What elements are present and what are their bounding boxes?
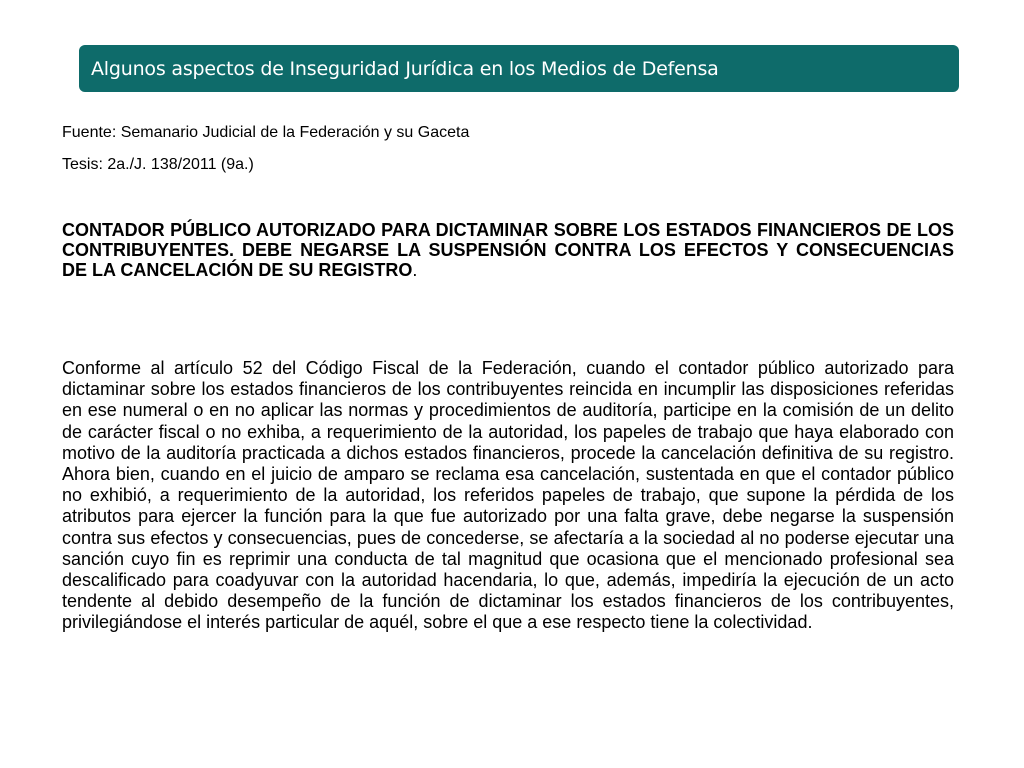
title-bar xyxy=(79,45,959,92)
thesis-body: Conforme al artículo 52 del Código Fiscal de la Federación, cuando el contador público autorizado para dictaminar sobre los estados financieros de los contribuyentes reincida en incumplir las disposiciones referidas en ese numeral o en no aplicar las normas y procedimientos de auditoría, participe en la comisión de un delito de carácter fiscal o no exhiba, a requerimiento de la autoridad, los papeles de trabajo que haya elaborado con motivo de la auditoría practicada a dichos estados financieros, procede la cancelación definitiva de su registro. Ahora bien, cuando en el juicio de amparo se reclama esa cancelación, sustentada en que el contador público no exhibió, a requerimiento de la autoridad, los referidos papeles de trabajo, que supone la pérdida de los atributos para ejercer la función para la que fue autorizado por una falta grave, debe negarse la suspensión contra sus efectos y consecuencias, pues de concederse, se afectaría a la sociedad al no poderse ejecutar una sanción cuyo fin es reprimir una conducta de tal magnitud que ocasiona que el mencionado profesional sea descalificado para coadyuvar con la autoridad hacendaria, lo que, además, impediría la ejecución de un acto tendente al debido desempeño de la función de dictaminar los estados financieros de los contribuyentes, privilegiándose el interés particular de aquél, sobre el que a ese respecto tiene la colectividad. xyxy=(62,358,954,633)
source-line: Fuente: Semanario Judicial de la Federación y su Gaceta xyxy=(62,124,470,141)
thesis-line: Tesis: 2a./J. 138/2011 (9a.) xyxy=(62,156,254,173)
slide-title: Algunos aspectos de Inseguridad Jurídica en los Medios de Defensa xyxy=(91,57,719,80)
thesis-heading-suffix: . xyxy=(412,260,418,280)
thesis-heading xyxy=(62,220,954,280)
thesis-heading-text: CONTADOR PÚBLICO AUTORIZADO PARA DICTAMINAR SOBRE LOS ESTADOS FINANCIEROS DE LOS CONTRIBUYENTES. DEBE NEGARSE LA SUSPENSIÓN CONTRA LOS EFECTOS Y CONSECUENCIAS DE LA CANCELACIÓN DE SU REGISTRO xyxy=(62,220,954,280)
